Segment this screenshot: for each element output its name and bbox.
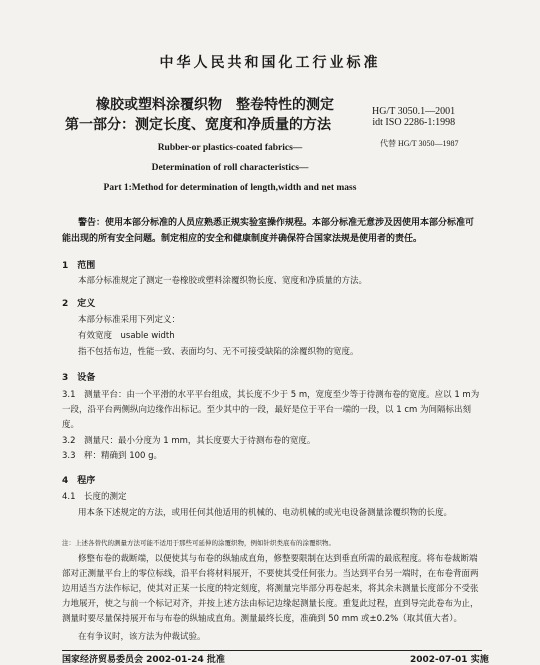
- org-title: 中华人民共和国化工行业标准: [159, 55, 381, 71]
- standard-number: HG/T 3050.1—2001: [372, 106, 456, 117]
- footer-effective: 2002-07-01 实施: [410, 655, 489, 665]
- section-3-3: 3.3 秤：精确到 100 g。: [62, 451, 163, 461]
- warning-paragraph: 警告：使用本部分标准的人员应熟悉正规实验室操作规程。本部分标准无意涉及因使用本部分标准可能出现的所有安全问题。制定相应的安全和健康制度并确保符合国家法规是使用者的责任。: [62, 218, 475, 244]
- section-3-1: 3.1 测量平台：由一个平滑的水平平台组成，其长度不少于 5 m，宽度至少等于待测布卷的宽度。应以 1 m为一段，沿平台两侧纵向边缘作出标记。至少其中的一段，最好是位于平台一端的一段，以 1 cm 为间隔标出刻度。: [62, 390, 480, 430]
- section-2-text1: 本部分标准采用下列定义：: [78, 315, 181, 325]
- footer-divider: [62, 650, 482, 651]
- section-2-text2: 有效宽度 usable width: [78, 331, 175, 341]
- section-1-heading: 1 范围: [62, 261, 96, 271]
- section-4-heading: 4 程序: [62, 476, 96, 486]
- section-4-1-note: 注：上述各替代的测量方法可能不适用于那些可延伸的涂覆织物，例如针织类底布的涂覆织物。: [62, 539, 335, 547]
- chinese-title-line2: 第一部分：测定长度、宽度和净质量的方法: [65, 117, 331, 133]
- section-4-1-last: 在有争议时，该方法为仲裁试验。: [78, 632, 206, 642]
- section-1-text: 本部分标准规定了测定一卷橡胶或塑料涂覆织物长度、宽度和净质量的方法。: [78, 276, 368, 286]
- english-title-line2: Determination of roll characteristics—: [151, 163, 309, 173]
- section-3-heading: 3 设备: [62, 373, 96, 383]
- replaces-note: 代替 HG/T 3050—1987: [380, 139, 459, 148]
- standard-number-block: [372, 106, 455, 128]
- section-4-1-paragraph: 修整布卷的裁断端，以便使其与布卷的纵轴成直角，修整要限制在达到垂直所需的最底程度。将布卷裁断端部对正测量平台上的零位标线，沿平台将材料展开，不要使其受任何张力。当达到平台另一端时，在布卷背面两边用适当方法作标记，使其对正某一长度的特定刻度，将测量完毕部分再卷起来，将其余未测量长度部分不受张力地展开，使之与前一个标记对齐，并按上述方法由标记边缘起测量长度。重复此过程，直到导完此卷布为止，测量时要尽量保持展开布与布卷的纵轴成直角。测量最终长度，准确到 50 mm 或±0.2%（取其值大者）。: [62, 554, 479, 624]
- chinese-title-line1: 橡胶或塑料涂覆织物 整卷特性的测定: [96, 97, 334, 113]
- footer-issued: 国家经济贸易委员会 2002-01-24 批准: [62, 655, 225, 665]
- section-4-1-text: 用本条下述规定的方法，或用任何其他适用的机械的、电动机械的或光电设备测量涂覆织物的长度。: [78, 508, 453, 518]
- section-4-1-heading: 4.1 长度的测定: [62, 492, 127, 502]
- english-title-line3: Part 1:Method for determination of length,width and net mass: [103, 183, 357, 193]
- idt-number: idt ISO 2286-1:1998: [372, 117, 456, 128]
- section-2-text3: 指不包括布边，性能一致、表面均匀、无不可接受缺陷的涂覆织物的宽度。: [78, 347, 359, 357]
- english-title-line1: Rubber-or plastics-coated fabrics—: [157, 143, 303, 153]
- section-3-2: 3.2 测量尺：最小分度为 1 mm，其长度要大于待测布卷的宽度。: [62, 436, 316, 446]
- section-2-heading: 2 定义: [62, 299, 96, 309]
- english-title: [0, 138, 460, 198]
